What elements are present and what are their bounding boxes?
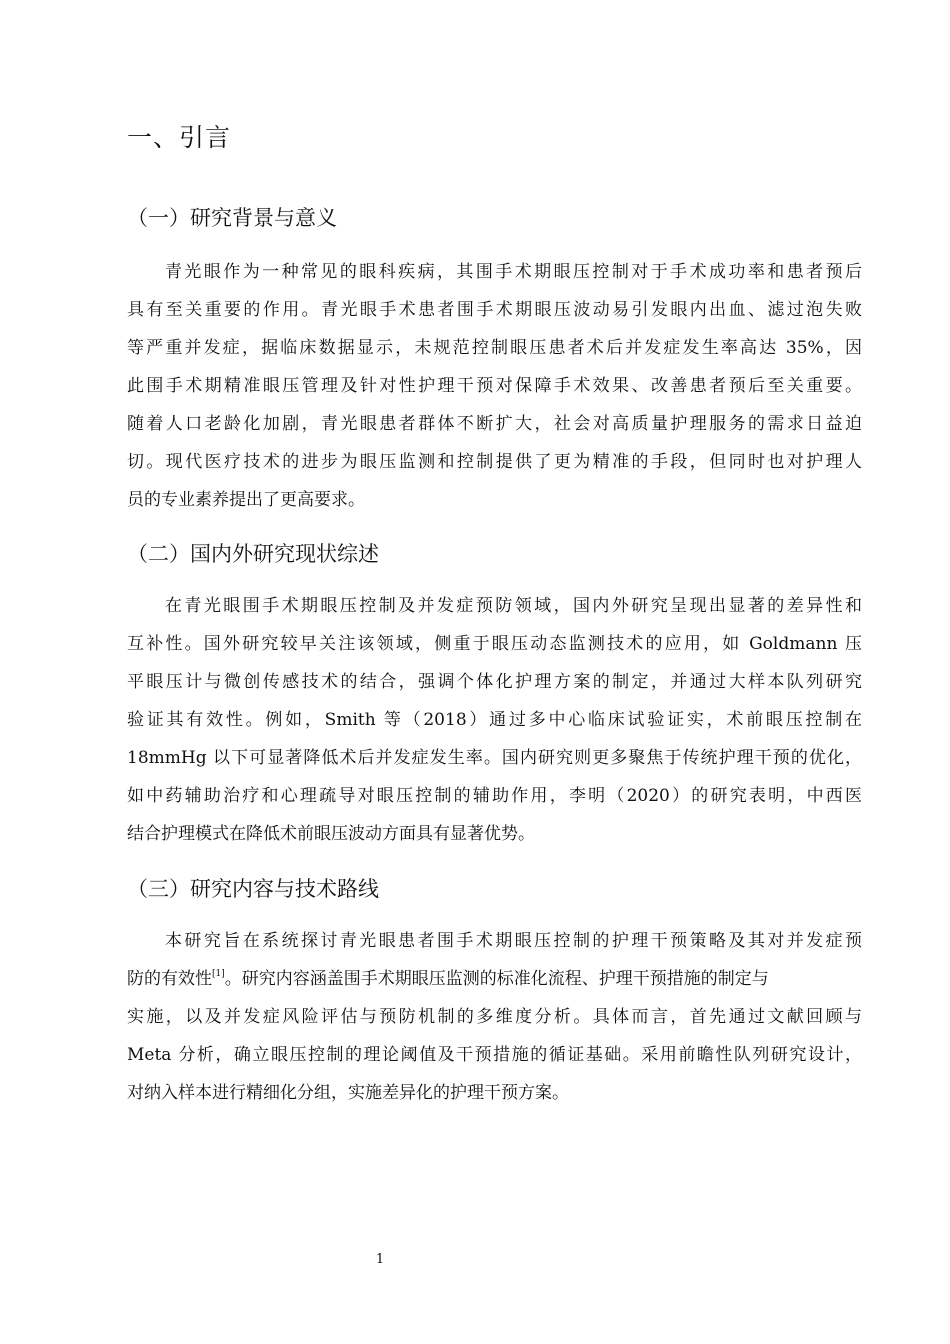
chapter-heading: 一、引言	[127, 123, 232, 152]
paragraph-line: 在青光眼围手术期眼压控制及并发症预防领域，国内外研究呈现出显著的差异性和	[165, 596, 862, 616]
paragraph-line: 青光眼作为一种常见的眼科疾病，其围手术期眼压控制对于手术成功率和患者预后	[165, 262, 862, 282]
paragraph-line: 本研究旨在系统探讨青光眼患者围手术期眼压控制的护理干预策略及其对并发症预	[165, 931, 862, 951]
paragraph-line: 具有至关重要的作用。青光眼手术患者围手术期眼压波动易引发眼内出血、滤过泡失败	[127, 300, 862, 320]
paragraph-research-content	[127, 922, 862, 1112]
paragraph-line: 平眼压计与微创传感技术的结合，强调个体化护理方案的制定，并通过大样本队列研究	[127, 672, 862, 692]
citation-reference[interactable]: [1]	[212, 969, 225, 979]
paragraph-literature-review	[127, 587, 862, 853]
line-text: 。研究内容涵盖围手术期眼压监测的标准化流程、护理干预措施的制定与	[224, 969, 769, 989]
paragraph-line: 互补性。国外研究较早关注该领域，侧重于眼压动态监测技术的应用，如 Goldmann 压	[127, 634, 862, 654]
paragraph-background	[127, 253, 862, 519]
paragraph-line: 18mmHg 以下可显著降低术后并发症发生率。国内研究则更多聚焦于传统护理干预的优化，	[127, 748, 862, 768]
paragraph-line: 随着人口老龄化加剧，青光眼患者群体不断扩大，社会对高质量护理服务的需求日益迫	[127, 414, 862, 434]
paragraph-line: 验证其有效性。例如，Smith 等（2018）通过多中心临床试验证实，术前眼压控制在	[127, 710, 862, 730]
section-heading-background: （一）研究背景与意义	[127, 206, 337, 230]
paragraph-line: 对纳入样本进行精细化分组，实施差异化的护理干预方案。	[127, 1083, 569, 1103]
line-text: 防的有效性	[127, 969, 212, 989]
paragraph-line-with-citation	[127, 960, 862, 998]
paragraph-line: 结合护理模式在降低术前眼压波动方面具有显著优势。	[127, 824, 535, 844]
paragraph-line: 切。现代医疗技术的进步为眼压监测和控制提供了更为精准的手段，但同时也对护理人	[127, 452, 862, 472]
section-heading-research-content: （三）研究内容与技术路线	[127, 877, 379, 901]
paragraph-line: 实施，以及并发症风险评估与预防机制的多维度分析。具体而言，首先通过文献回顾与	[127, 1007, 862, 1027]
paragraph-line: 员的专业素养提出了更高要求。	[127, 490, 365, 510]
section-heading-literature-review: （二）国内外研究现状综述	[127, 542, 379, 566]
paragraph-line: 如中药辅助治疗和心理疏导对眼压控制的辅助作用，李明（2020）的研究表明，中西医	[127, 786, 862, 806]
page-number: 1	[375, 1252, 385, 1267]
paragraph-line: 此围手术期精准眼压管理及针对性护理干预对保障手术效果、改善患者预后至关重要。	[127, 376, 862, 396]
paragraph-line: 等严重并发症，据临床数据显示，未规范控制眼压患者术后并发症发生率高达 35%，因	[127, 338, 862, 358]
paragraph-line: Meta 分析，确立眼压控制的理论阈值及干预措施的循证基础。采用前瞻性队列研究设计，	[127, 1045, 862, 1065]
